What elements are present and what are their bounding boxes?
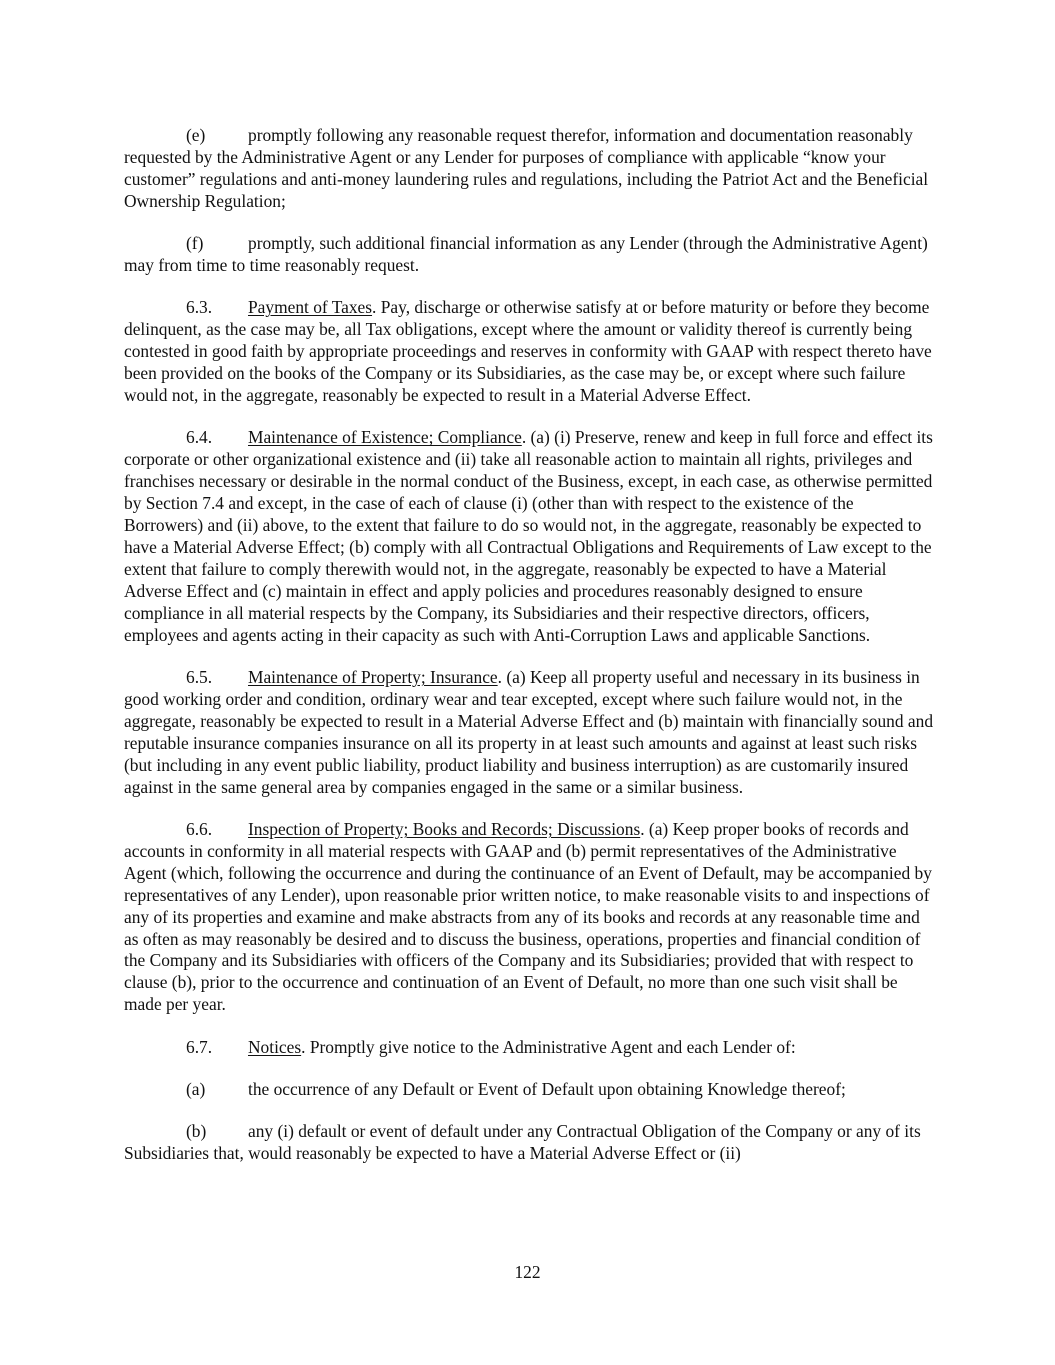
section-6-6 [124,819,936,1016]
paragraph-number: (a) [186,1079,206,1100]
section-text: . (a) Keep all property useful and necessary in its business in good working order and condition, ordinary wear and tear excepted, except where such failure would not, in the aggregate, reasonably be expected to result in a Material Adverse Effect and (b) maintain with financially sound and reputable insurance companies insurance on all its property in at least such amounts and against at least such risks (but including in any event public liability, product liability and business interruption) as are customarily insured against in the same general area by companies engaged in the same or a similar business. [124,667,934,797]
section-6-4 [124,427,936,646]
section-heading: Maintenance of Property; Insurance [248,667,498,688]
paragraph-number: (e) [186,125,206,145]
section-number: 6.3. [186,297,213,318]
paragraph-b [124,1121,936,1165]
paragraph-number: (f) [186,233,204,254]
section-6-7 [124,1037,936,1059]
section-text: . (a) Keep proper books of records and accounts in conformity in all material respects with GAAP and (b) permit representatives of the Administrative Agent (which, following the occurrence and during the continuance of an Event of Default, may be accompanied by representatives of any Lender), upon reasonable prior written notice, to make reasonable visits to and inspections of any of its properties and examine and make abstracts from any of its books and records at any reasonable time and as often as may reasonably be desired and to discuss the business, operations, properties and financial condition of the Company and its Subsidiaries with officers of the Company and its Subsidiaries; provided that with respect to clause (b), prior to the occurrence and continuation of an Event of Default, no more than one such visit shall be made per year. [124,818,932,1015]
paragraph-text: promptly, such additional financial information as any Lender (through the Administrative Agent) may from time to time reasonably request. [124,233,928,276]
section-heading: Payment of Taxes [248,297,373,318]
section-heading: Maintenance of Existence; Compliance [248,427,522,448]
document-page [124,125,936,1186]
section-heading: Notices [248,1036,302,1057]
section-number: 6.6. [186,818,213,839]
paragraph-text: promptly following any reasonable request therefor, information and documentation reasonably requested by the Administrative Agent or any Lender for purposes of compliance with applicable “know your customer” regulations and anti-money laundering rules and regulations, including the Patriot Act and the Beneficial Ownership Regulation; [124,125,929,211]
section-number: 6.5. [186,667,213,688]
paragraph-number: (b) [186,1121,207,1142]
section-text: . Pay, discharge or otherwise satisfy at or before maturity or before they become delinquent, as the case may be, all Tax obligations, except where the amount or validity thereof is currently being contested in good faith by appropriate proceedings and reserves in conformity with GAAP with respect thereto have been provided on the books of the Company or its Subsidiaries, as the case may be, or except where such failure would not, in the aggregate, reasonably be expected to result in a Material Adverse Effect. [124,297,932,406]
paragraph-f [124,233,936,277]
section-6-5 [124,667,936,798]
paragraph-a [124,1079,936,1101]
paragraph-text: the occurrence of any Default or Event of Default upon obtaining Knowledge thereof; [248,1079,846,1100]
page-number: 122 [514,1262,541,1282]
section-heading: Inspection of Property; Books and Records; Discussions [248,818,641,839]
section-text: . (a) (i) Preserve, renew and keep in full force and effect its corporate or other organizational existence and (ii) take all reasonable action to maintain all rights, privileges and franchises necessary or desirable in the normal conduct of the Business, except, in each case, as otherwise permitted by Section 7.4 and except, in the case of each of clause (i) (other than with respect to the existence of the Borrowers) and (ii) above, to the extent that failure to do so would not, in the aggregate, reasonably be expected to have a Material Adverse Effect; (b) comply with all Contractual Obligations and Requirements of Law except to the extent that failure to comply therewith would not, in the aggregate, reasonably be expected to have a Material Adverse Effect and (c) maintain in effect and apply policies and procedures reasonably designed to ensure compliance in all material respects by the Company, its Subsidiaries and their respective directors, officers, employees and agents acting in their capacity as such with Anti-Corruption Laws and applicable Sanctions. [124,427,933,645]
paragraph-text: any (i) default or event of default under any Contractual Obligation of the Company or any of its Subsidiaries that, would reasonably be expected to have a Material Adverse Effect or (ii) [124,1121,921,1164]
section-number: 6.7. [186,1036,213,1057]
section-number: 6.4. [186,427,213,448]
section-text: . Promptly give notice to the Administrative Agent and each Lender of: [301,1036,796,1057]
paragraph-e [124,125,936,213]
section-6-3 [124,297,936,407]
